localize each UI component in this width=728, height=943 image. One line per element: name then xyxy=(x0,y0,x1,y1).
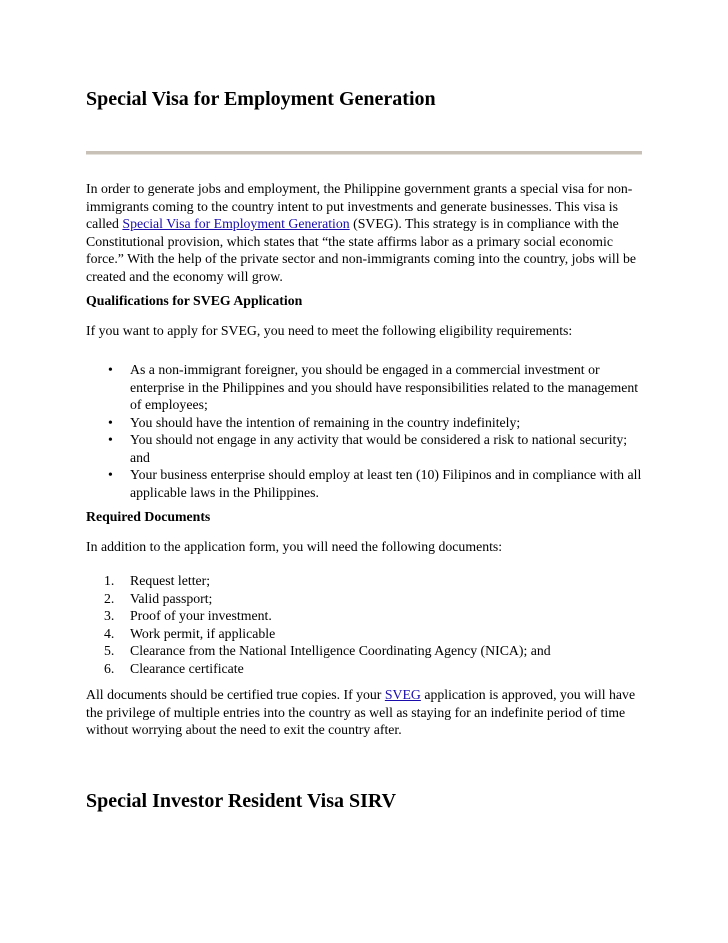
list-item xyxy=(86,572,646,590)
documents-list xyxy=(86,572,646,677)
list-number: 3. xyxy=(104,608,115,623)
qualifications-list xyxy=(86,361,646,501)
intro-paragraph xyxy=(86,180,646,285)
document-text: Request letter; xyxy=(130,573,211,588)
closing-paragraph xyxy=(86,686,646,739)
document-text: Valid passport; xyxy=(130,590,213,606)
list-number: 2. xyxy=(104,590,115,606)
list-item xyxy=(86,414,646,432)
document-text: Work permit, if applicable xyxy=(130,625,276,641)
qualifications-heading: Qualifications for SVEG Application xyxy=(86,293,303,308)
bullet-icon: • xyxy=(108,432,113,447)
list-item xyxy=(86,361,646,414)
document-text: Proof of your investment. xyxy=(130,608,272,623)
list-number: 6. xyxy=(104,660,115,676)
intro-text-end: (SVEG). This strategy is in compliance with the Constitutional provision, which states that “the state affirms labor as a primary social economic force.” With the help of the private sector and non-immigrants coming into the country, jobs will be created and the economy will grow. xyxy=(86,216,637,284)
list-item xyxy=(86,431,646,466)
bullet-icon: • xyxy=(108,467,113,482)
closing-text-end: application is approved, you will have the privilege of multiple entries into the country as well as staying for an indefinite period of time without worrying about the need to exit the country after. xyxy=(86,687,636,737)
documents-intro: In addition to the application form, you will need the following documents: xyxy=(86,539,503,554)
section-title-sirv: Special Investor Resident Visa SIRV xyxy=(86,790,397,812)
document-text: Clearance from the National Intelligence Coordinating Agency (NICA); and xyxy=(130,643,551,658)
list-item xyxy=(86,607,646,625)
list-item xyxy=(86,642,646,660)
documents-heading: Required Documents xyxy=(86,509,211,524)
qualifications-intro: If you want to apply for SVEG, you need to meet the following eligibility requirements: xyxy=(86,323,573,338)
list-number: 4. xyxy=(104,625,115,641)
bullet-icon: • xyxy=(108,414,113,430)
document-text: Clearance certificate xyxy=(130,660,244,676)
list-item xyxy=(86,466,646,501)
bullet-icon: • xyxy=(108,362,113,377)
qualification-text: Your business enterprise should employ at least ten (10) Filipinos and in compliance with all applicable laws in the Philippines. xyxy=(130,467,642,500)
qualification-text: You should not engage in any activity that would be considered a risk to national security; and xyxy=(130,432,628,465)
closing-text-start: All documents should be certified true copies. If your xyxy=(86,687,385,702)
page-title: Special Visa for Employment Generation xyxy=(86,88,436,110)
list-number: 5. xyxy=(104,643,115,658)
list-number: 1. xyxy=(104,573,115,588)
sveg-full-name-link[interactable]: Special Visa for Employment Generation xyxy=(122,216,350,231)
list-item xyxy=(86,625,646,643)
intro-text-start: In order to generate jobs and employment, the Philippine government grants a special visa for non-immigrants coming to the country intent to put investments and generate businesses. This visa is called xyxy=(86,181,633,231)
list-item xyxy=(86,660,646,678)
sveg-link[interactable]: SVEG xyxy=(384,687,421,702)
horizontal-divider xyxy=(86,151,642,155)
qualification-text: As a non-immigrant foreigner, you should be engaged in a commercial investment or enterprise in the Philippines and you should have responsibilities related to the management of employees; xyxy=(130,362,639,412)
list-item xyxy=(86,590,646,608)
qualification-text: You should have the intention of remaining in the country indefinitely; xyxy=(130,414,521,430)
